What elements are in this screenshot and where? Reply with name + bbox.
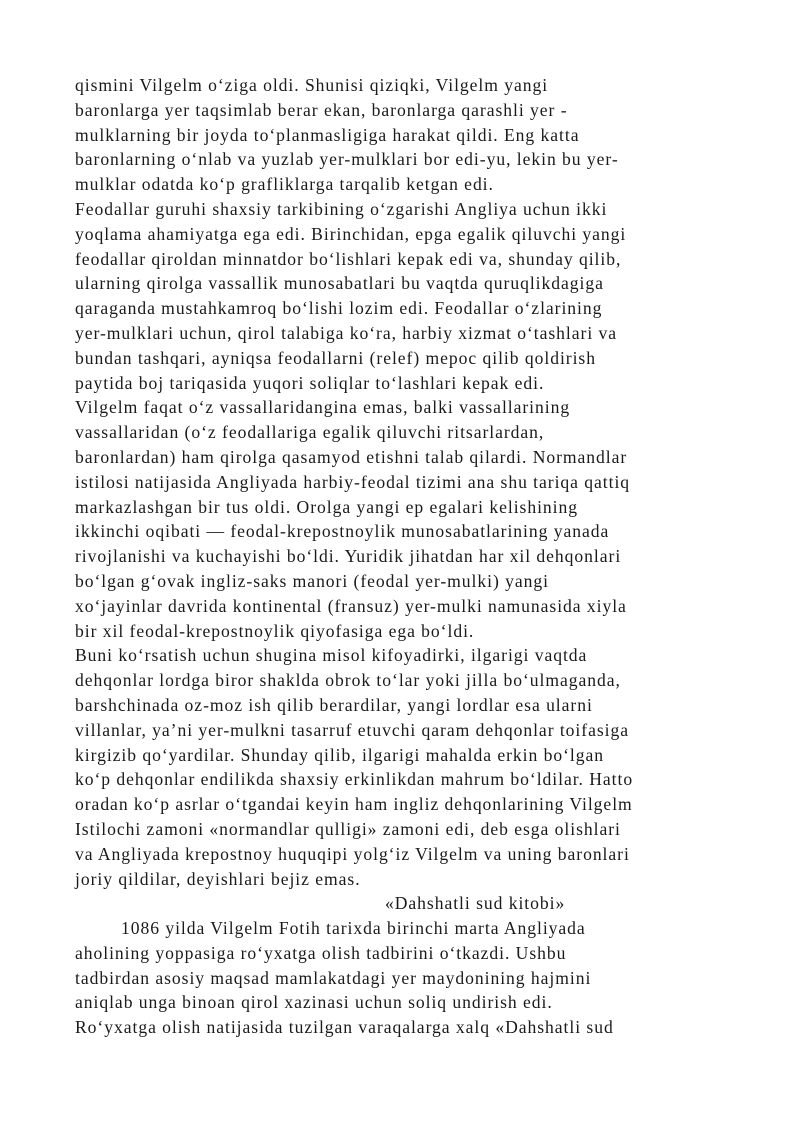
text-line: ko‘p dehqonlar endilikda shaxsiy erkinlikdan mahrum bo‘ldilar. Hatto <box>75 769 634 790</box>
text-line: bo‘lgan g‘ovak ingliz-saks manori (feodal yer-mulki) yangi <box>75 570 549 591</box>
text-line: mulklarning bir joyda to‘planmasligiga harakat qildi. Eng katta <box>75 124 580 145</box>
text-line: bundan tashqari, ayniqsa feodallarni (relef) mepoc qilib qoldirish <box>75 347 596 368</box>
text-line: vassallaridan (o‘z feodallariga egalik qiluvchi ritsarlardan, <box>75 422 545 443</box>
text-line: feodallar qiroldan minnatdor bo‘lishlari kepak edi va, shunday qilib, <box>75 248 622 269</box>
text-line: rivojlanishi va kuchayishi bo‘ldi. Yuridik jihatdan har xil dehqonlari <box>75 546 622 567</box>
text-line: istilosi natijasida Angliyada harbiy-feodal tizimi ana shu tariqa qattiq <box>75 471 631 492</box>
text-line: ikkinchi oqibati — feodal-krepostnoylik munosabatlarining yanada <box>75 521 610 542</box>
text-line: markazlashgan bir tus oldi. Orolga yangi ep egalari kelishining <box>75 496 578 517</box>
text-line: barshchinada oz-moz ish qilib berardilar, yangi lordlar esa ularni <box>75 694 593 715</box>
text-line: Ro‘yxatga olish natijasida tuzilgan varaqalarga xalq «Dahshatli sud <box>75 1017 614 1038</box>
text-line: qismini Vilgelm o‘ziga oldi. Shunisi qiziqki, Vilgelm yangi <box>75 75 549 95</box>
body-text <box>75 73 735 891</box>
text-line: Vilgelm faqat o‘z vassallaridangina emas, balki vassallarining <box>75 397 571 418</box>
section-title: «Dahshatli sud kitobi» <box>385 893 566 914</box>
text-line: aholining yoppasiga ro‘yxatga olish tadbirini o‘tkazdi. Ushbu <box>75 942 567 963</box>
text-line: va Angliyada krepostnoy huquqipi yolg‘iz Vilgelm va uning baronlari <box>75 843 630 864</box>
text-line: baronlarning o‘nlab va yuzlab yer-mulklari bor edi-yu, lekin bu yer- <box>75 149 619 170</box>
text-line: ularning qirolga vassallik munosabatlari bu vaqtda quruqlikdagiga <box>75 273 604 294</box>
text-line: baronlardan) ham qirolga qasamyod etishni talab qilardi. Normandlar <box>75 446 628 467</box>
text-line: paytida boj tariqasida yuqori soliqlar to‘lashlari kepak edi. <box>75 372 545 393</box>
text-line: Istilochi zamoni «normandlar qulligi» zamoni edi, deb esga olishlari <box>75 818 621 839</box>
text-line: baronlarga yer taqsimlab berar ekan, baronlarga qarashli yer - <box>75 99 568 120</box>
text-line: xo‘jayinlar davrida kontinental (fransuz) yer-mulki namunasida xiyla <box>75 595 627 616</box>
text-line: tadbirdan asosiy maqsad mamlakatdagi yer maydonining hajmini <box>75 967 592 988</box>
text-line: Buni ko‘rsatish uchun shugina misol kifoyadirki, ilgarigi vaqtda <box>75 645 588 666</box>
text-line: dehqonlar lordga biror shaklda obrok to‘lar yoki jilla bo‘ulmaganda, <box>75 670 621 691</box>
document-page <box>75 73 735 1040</box>
text-line: bir xil feodal-krepostnoylik qiyofasiga ega bo‘ldi. <box>75 620 475 641</box>
text-line: mulklar odatda ko‘p grafliklarga tarqalib ketgan edi. <box>75 174 494 195</box>
text-line: qaraganda mustahkamroq bo‘lishi lozim edi. Feodallar o‘zlarining <box>75 298 603 319</box>
text-line: kirgizib qo‘yardilar. Shunday qilib, ilgarigi mahalda erkin bo‘lgan <box>75 744 604 765</box>
text-line: oradan ko‘p asrlar o‘tgandai keyin ham ingliz dehqonlarining Vilgelm <box>75 794 633 815</box>
section-body-text <box>75 916 735 1040</box>
text-line: joriy qildilar, deyishlari bejiz emas. <box>75 868 361 889</box>
text-line: villanlar, ya’ni yer-mulkni tasarruf etuvchi qaram dehqonlar toifasiga <box>75 719 629 740</box>
text-line: 1086 yilda Vilgelm Fotih tarixda birinchi marta Angliyada <box>121 918 586 939</box>
text-line: yoqlama ahamiyatga ega edi. Birinchidan, epga egalik qiluvchi yangi <box>75 223 627 244</box>
text-line: yer-mulklari uchun, qirol talabiga ko‘ra, harbiy xizmat o‘tashlari va <box>75 322 618 343</box>
text-line: aniqlab unga binoan qirol xazinasi uchun soliq undirish edi. <box>75 992 553 1013</box>
text-line: Feodallar guruhi shaxsiy tarkibining o‘zgarishi Angliya uchun ikki <box>75 198 608 219</box>
